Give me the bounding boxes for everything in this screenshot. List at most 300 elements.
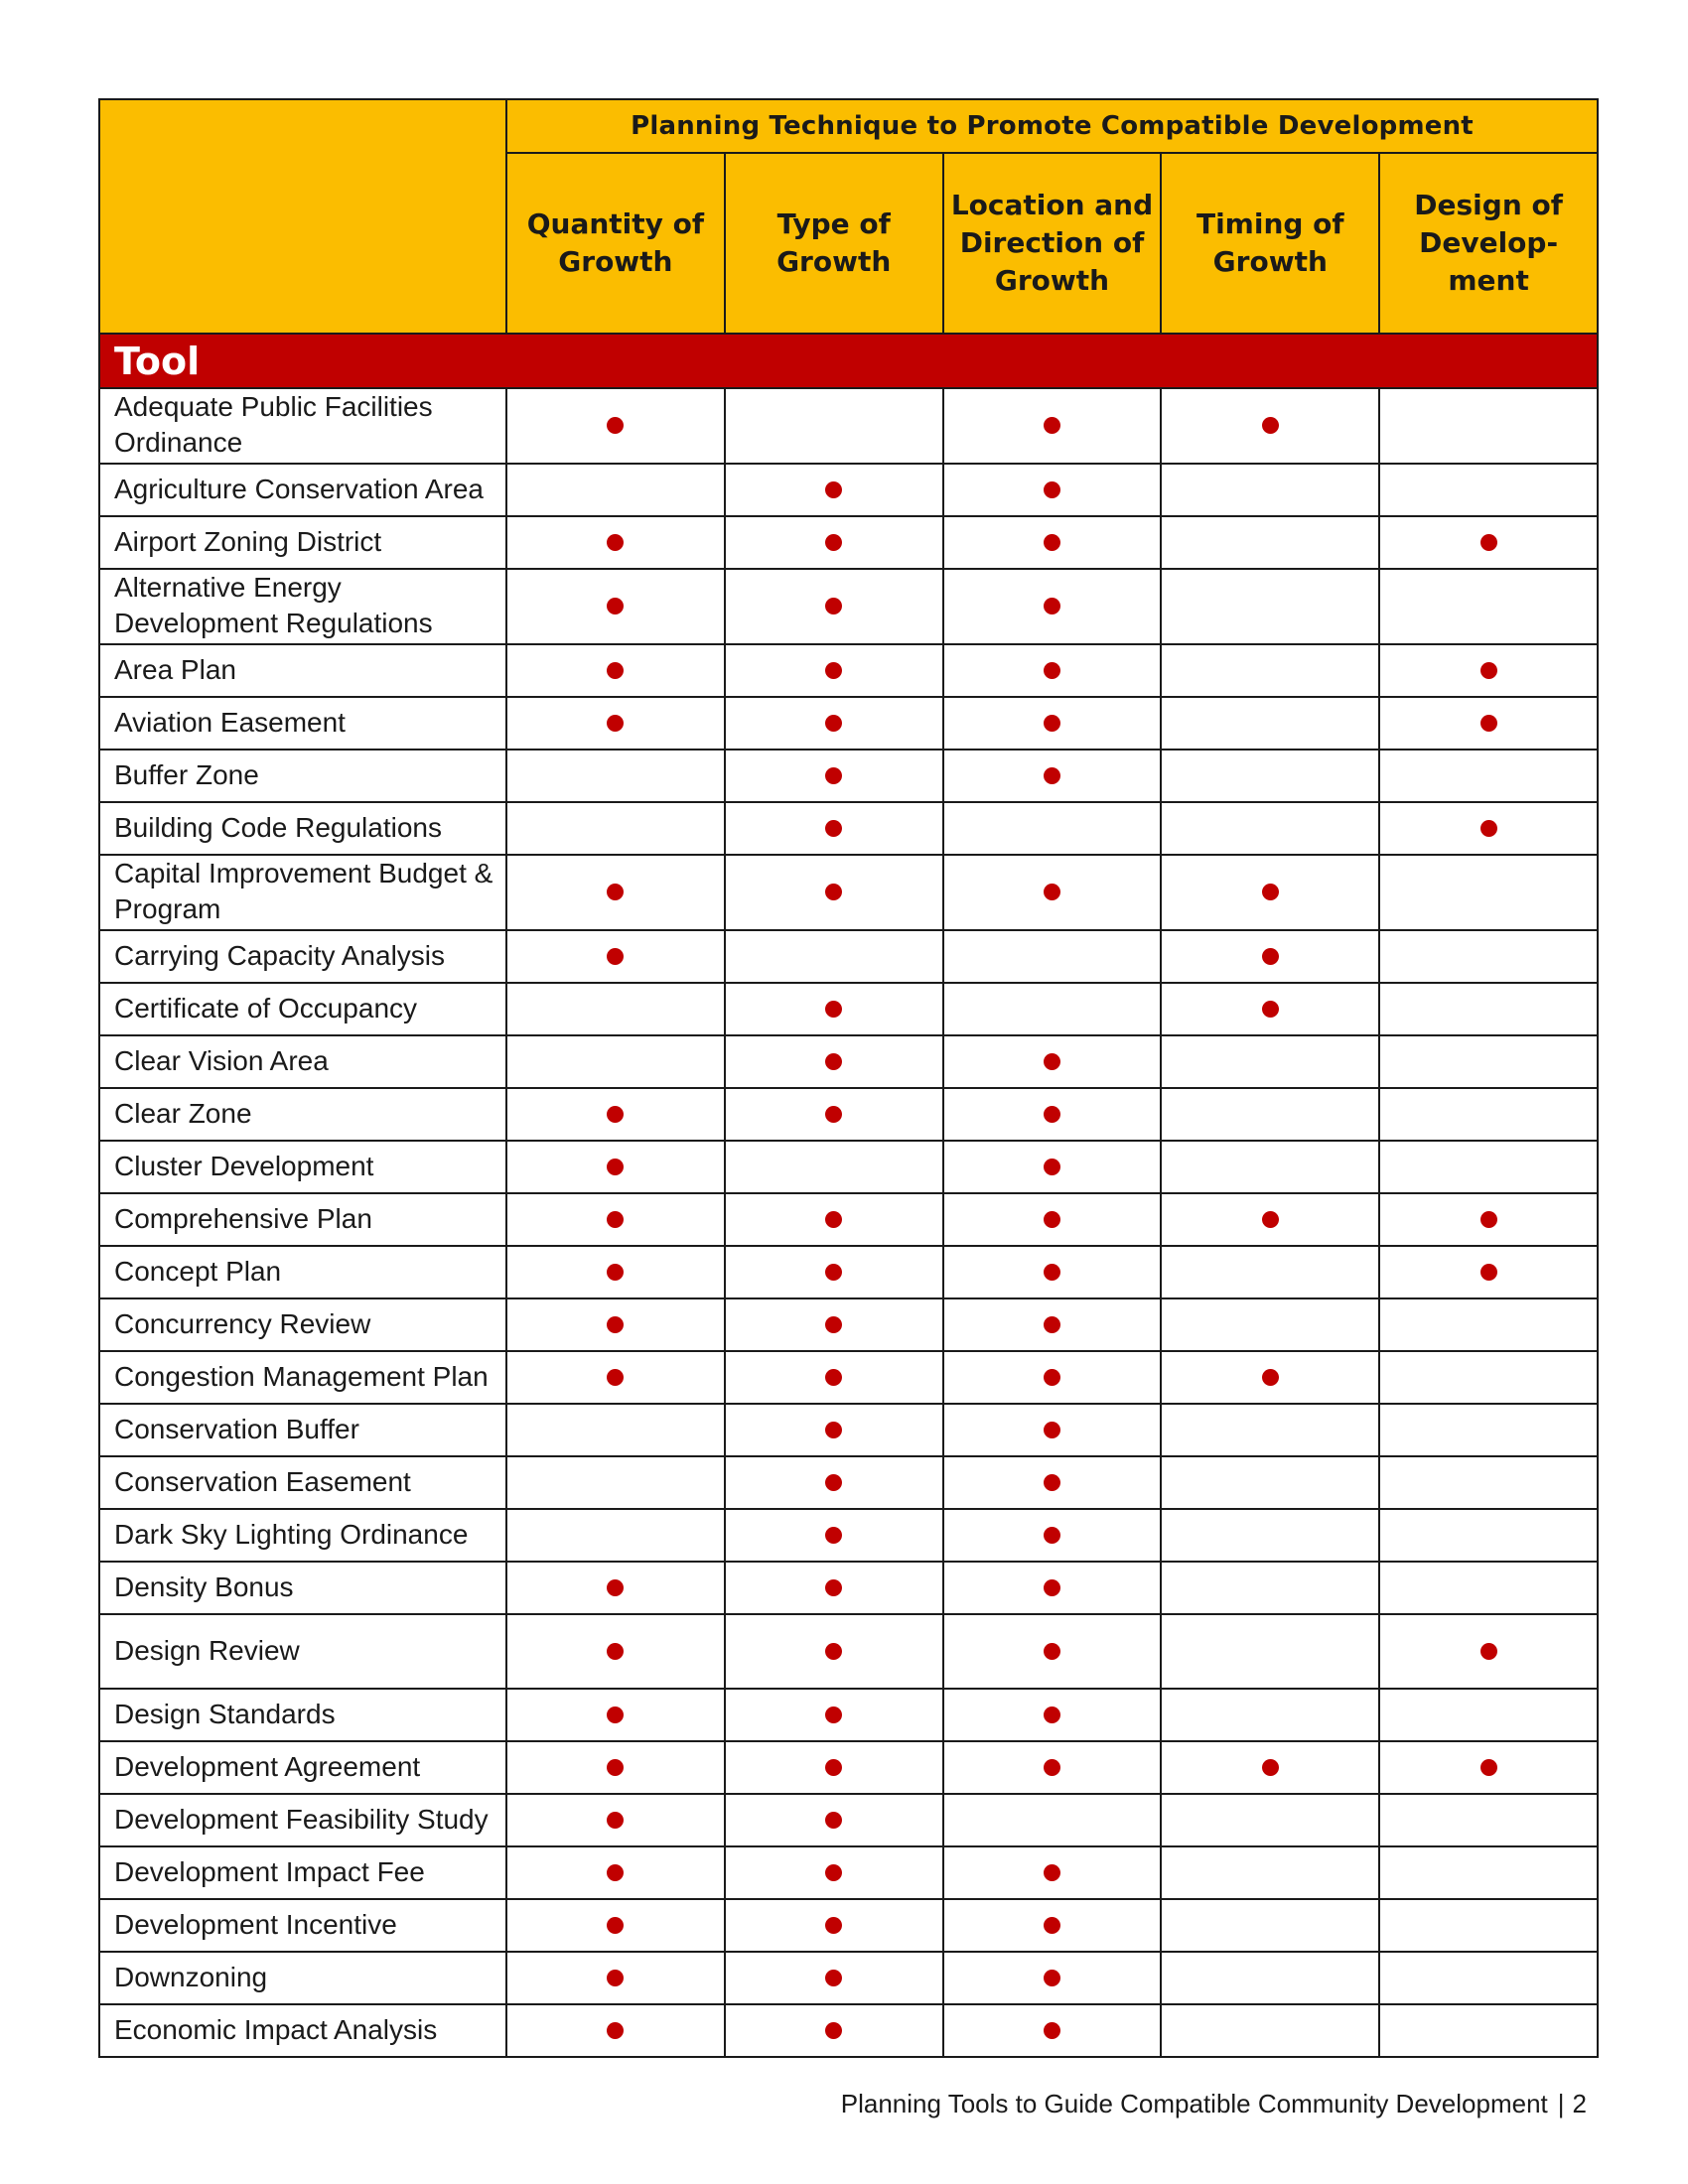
mark-cell-type bbox=[725, 1689, 943, 1741]
mark-cell-design bbox=[1379, 1298, 1598, 1351]
mark-cell-location bbox=[943, 855, 1162, 930]
applicable-dot-icon bbox=[1044, 1864, 1060, 1881]
tool-name-cell: Buffer Zone bbox=[99, 750, 506, 802]
table-row bbox=[99, 1794, 1598, 1846]
mark-cell-type bbox=[725, 1794, 943, 1846]
table-row bbox=[99, 2004, 1598, 2057]
mark-cell-type bbox=[725, 1562, 943, 1614]
applicable-dot-icon bbox=[1044, 1474, 1060, 1491]
mark-cell-quantity bbox=[506, 697, 725, 750]
tool-name-cell: Development Impact Fee bbox=[99, 1846, 506, 1899]
table-row bbox=[99, 1404, 1598, 1456]
applicable-dot-icon bbox=[607, 1211, 624, 1228]
tool-name-cell: Development Agreement bbox=[99, 1741, 506, 1794]
mark-cell-quantity bbox=[506, 855, 725, 930]
applicable-dot-icon bbox=[825, 1474, 842, 1491]
mark-cell-timing bbox=[1161, 1509, 1379, 1562]
tool-section-label: Tool bbox=[99, 334, 1598, 388]
applicable-dot-icon bbox=[1044, 1316, 1060, 1333]
mark-cell-type bbox=[725, 464, 943, 516]
applicable-dot-icon bbox=[1262, 1001, 1279, 1018]
mark-cell-timing bbox=[1161, 644, 1379, 697]
mark-cell-type bbox=[725, 1404, 943, 1456]
mark-cell-type bbox=[725, 1141, 943, 1193]
mark-cell-design bbox=[1379, 1614, 1598, 1689]
mark-cell-location bbox=[943, 1741, 1162, 1794]
mark-cell-quantity bbox=[506, 464, 725, 516]
mark-cell-design bbox=[1379, 1141, 1598, 1193]
applicable-dot-icon bbox=[825, 820, 842, 837]
mark-cell-timing bbox=[1161, 1562, 1379, 1614]
applicable-dot-icon bbox=[1044, 767, 1060, 784]
applicable-dot-icon bbox=[825, 1579, 842, 1596]
mark-cell-location bbox=[943, 1562, 1162, 1614]
mark-cell-design bbox=[1379, 1193, 1598, 1246]
page-footer bbox=[841, 2089, 1587, 2119]
tool-name-cell: Building Code Regulations bbox=[99, 802, 506, 855]
mark-cell-type bbox=[725, 697, 943, 750]
mark-cell-location bbox=[943, 1846, 1162, 1899]
table-row bbox=[99, 1509, 1598, 1562]
mark-cell-quantity bbox=[506, 569, 725, 644]
mark-cell-type bbox=[725, 1088, 943, 1141]
table-row bbox=[99, 930, 1598, 983]
mark-cell-design bbox=[1379, 1246, 1598, 1298]
tool-name-cell: Adequate Public Facilities Ordinance bbox=[99, 388, 506, 464]
applicable-dot-icon bbox=[1044, 1106, 1060, 1123]
mark-cell-quantity bbox=[506, 1456, 725, 1509]
column-header-design: Design of Develop- ment bbox=[1379, 153, 1598, 334]
mark-cell-location bbox=[943, 1899, 1162, 1952]
applicable-dot-icon bbox=[1044, 598, 1060, 614]
mark-cell-location bbox=[943, 464, 1162, 516]
mark-cell-location bbox=[943, 644, 1162, 697]
mark-cell-timing bbox=[1161, 750, 1379, 802]
table-row bbox=[99, 464, 1598, 516]
mark-cell-timing bbox=[1161, 1899, 1379, 1952]
mark-cell-timing bbox=[1161, 855, 1379, 930]
tool-name-cell: Concurrency Review bbox=[99, 1298, 506, 1351]
applicable-dot-icon bbox=[1480, 662, 1497, 679]
mark-cell-location bbox=[943, 802, 1162, 855]
applicable-dot-icon bbox=[607, 948, 624, 965]
applicable-dot-icon bbox=[607, 662, 624, 679]
mark-cell-design bbox=[1379, 644, 1598, 697]
mark-cell-timing bbox=[1161, 1614, 1379, 1689]
table-row bbox=[99, 983, 1598, 1035]
mark-cell-quantity bbox=[506, 1193, 725, 1246]
mark-cell-design bbox=[1379, 1351, 1598, 1404]
mark-cell-quantity bbox=[506, 2004, 725, 2057]
table-row bbox=[99, 1899, 1598, 1952]
mark-cell-design bbox=[1379, 2004, 1598, 2057]
tool-name-cell: Development Incentive bbox=[99, 1899, 506, 1952]
tool-name-cell: Clear Zone bbox=[99, 1088, 506, 1141]
applicable-dot-icon bbox=[607, 1864, 624, 1881]
mark-cell-quantity bbox=[506, 644, 725, 697]
mark-cell-design bbox=[1379, 516, 1598, 569]
mark-cell-quantity bbox=[506, 1088, 725, 1141]
mark-cell-design bbox=[1379, 1689, 1598, 1741]
mark-cell-timing bbox=[1161, 569, 1379, 644]
mark-cell-type bbox=[725, 1035, 943, 1088]
corner-header-cell bbox=[99, 99, 506, 334]
applicable-dot-icon bbox=[607, 2022, 624, 2039]
mark-cell-type bbox=[725, 516, 943, 569]
mark-cell-location bbox=[943, 1141, 1162, 1193]
table-row bbox=[99, 516, 1598, 569]
tool-name-cell: Conservation Buffer bbox=[99, 1404, 506, 1456]
mark-cell-type bbox=[725, 855, 943, 930]
mark-cell-timing bbox=[1161, 1741, 1379, 1794]
applicable-dot-icon bbox=[1480, 1211, 1497, 1228]
table-row bbox=[99, 802, 1598, 855]
applicable-dot-icon bbox=[607, 1917, 624, 1934]
applicable-dot-icon bbox=[825, 1643, 842, 1660]
mark-cell-type bbox=[725, 983, 943, 1035]
mark-cell-design bbox=[1379, 388, 1598, 464]
footer-separator: | bbox=[1557, 2089, 1565, 2118]
mark-cell-type bbox=[725, 1351, 943, 1404]
mark-cell-design bbox=[1379, 1899, 1598, 1952]
applicable-dot-icon bbox=[607, 1706, 624, 1723]
applicable-dot-icon bbox=[1044, 1211, 1060, 1228]
tool-name-cell: Agriculture Conservation Area bbox=[99, 464, 506, 516]
table-row bbox=[99, 1035, 1598, 1088]
applicable-dot-icon bbox=[825, 1211, 842, 1228]
table-row bbox=[99, 1141, 1598, 1193]
table-row bbox=[99, 1246, 1598, 1298]
applicable-dot-icon bbox=[825, 598, 842, 614]
applicable-dot-icon bbox=[607, 1316, 624, 1333]
applicable-dot-icon bbox=[825, 1053, 842, 1070]
tool-name-cell: Aviation Easement bbox=[99, 697, 506, 750]
mark-cell-design bbox=[1379, 1404, 1598, 1456]
table-row bbox=[99, 1298, 1598, 1351]
applicable-dot-icon bbox=[607, 884, 624, 900]
mark-cell-timing bbox=[1161, 516, 1379, 569]
tool-name-cell: Congestion Management Plan bbox=[99, 1351, 506, 1404]
mark-cell-design bbox=[1379, 802, 1598, 855]
applicable-dot-icon bbox=[825, 1001, 842, 1018]
applicable-dot-icon bbox=[1044, 1053, 1060, 1070]
mark-cell-timing bbox=[1161, 1351, 1379, 1404]
mark-cell-type bbox=[725, 1614, 943, 1689]
table-row bbox=[99, 1952, 1598, 2004]
applicable-dot-icon bbox=[1044, 1706, 1060, 1723]
applicable-dot-icon bbox=[825, 534, 842, 551]
applicable-dot-icon bbox=[1044, 1579, 1060, 1596]
mark-cell-quantity bbox=[506, 1952, 725, 2004]
applicable-dot-icon bbox=[825, 1422, 842, 1438]
applicable-dot-icon bbox=[825, 1917, 842, 1934]
mark-cell-type bbox=[725, 569, 943, 644]
planning-tools-matrix bbox=[98, 98, 1599, 2058]
applicable-dot-icon bbox=[1262, 1759, 1279, 1776]
tool-name-cell: Carrying Capacity Analysis bbox=[99, 930, 506, 983]
tool-name-cell: Downzoning bbox=[99, 1952, 506, 2004]
applicable-dot-icon bbox=[825, 2022, 842, 2039]
table-row bbox=[99, 569, 1598, 644]
applicable-dot-icon bbox=[1044, 1643, 1060, 1660]
mark-cell-location bbox=[943, 516, 1162, 569]
mark-cell-design bbox=[1379, 855, 1598, 930]
applicable-dot-icon bbox=[607, 1264, 624, 1281]
mark-cell-timing bbox=[1161, 388, 1379, 464]
mark-cell-type bbox=[725, 388, 943, 464]
mark-cell-design bbox=[1379, 569, 1598, 644]
mark-cell-design bbox=[1379, 1741, 1598, 1794]
applicable-dot-icon bbox=[825, 481, 842, 498]
mark-cell-type bbox=[725, 1741, 943, 1794]
tool-name-cell: Comprehensive Plan bbox=[99, 1193, 506, 1246]
applicable-dot-icon bbox=[1044, 1527, 1060, 1544]
mark-cell-timing bbox=[1161, 1035, 1379, 1088]
table-row bbox=[99, 1614, 1598, 1689]
table-row bbox=[99, 388, 1598, 464]
applicable-dot-icon bbox=[607, 417, 624, 434]
applicable-dot-icon bbox=[825, 1812, 842, 1829]
mark-cell-quantity bbox=[506, 1351, 725, 1404]
mark-cell-quantity bbox=[506, 1035, 725, 1088]
mark-cell-design bbox=[1379, 1509, 1598, 1562]
applicable-dot-icon bbox=[825, 1527, 842, 1544]
applicable-dot-icon bbox=[825, 715, 842, 732]
mark-cell-design bbox=[1379, 1456, 1598, 1509]
tool-name-cell: Area Plan bbox=[99, 644, 506, 697]
column-header-type: Type of Growth bbox=[725, 153, 943, 334]
mark-cell-location bbox=[943, 1351, 1162, 1404]
mark-cell-type bbox=[725, 1952, 943, 2004]
applicable-dot-icon bbox=[1044, 1369, 1060, 1386]
applicable-dot-icon bbox=[607, 534, 624, 551]
tool-name-cell: Cluster Development bbox=[99, 1141, 506, 1193]
mark-cell-timing bbox=[1161, 697, 1379, 750]
table-row bbox=[99, 1456, 1598, 1509]
table-row bbox=[99, 855, 1598, 930]
mark-cell-quantity bbox=[506, 930, 725, 983]
applicable-dot-icon bbox=[825, 884, 842, 900]
applicable-dot-icon bbox=[1044, 662, 1060, 679]
matrix-body bbox=[99, 334, 1598, 2057]
mark-cell-timing bbox=[1161, 930, 1379, 983]
mark-cell-quantity bbox=[506, 1562, 725, 1614]
mark-cell-timing bbox=[1161, 464, 1379, 516]
tool-name-cell: Economic Impact Analysis bbox=[99, 2004, 506, 2057]
applicable-dot-icon bbox=[1044, 534, 1060, 551]
table-row bbox=[99, 1088, 1598, 1141]
mark-cell-type bbox=[725, 1899, 943, 1952]
applicable-dot-icon bbox=[1044, 417, 1060, 434]
applicable-dot-icon bbox=[1044, 1264, 1060, 1281]
mark-cell-location bbox=[943, 1952, 1162, 2004]
tool-name-cell: Alternative Energy Development Regulations bbox=[99, 569, 506, 644]
mark-cell-design bbox=[1379, 697, 1598, 750]
tool-name-cell: Concept Plan bbox=[99, 1246, 506, 1298]
mark-cell-design bbox=[1379, 1846, 1598, 1899]
table-row bbox=[99, 1741, 1598, 1794]
footer-title: Planning Tools to Guide Compatible Community Development bbox=[840, 2089, 1548, 2118]
mark-cell-design bbox=[1379, 464, 1598, 516]
mark-cell-location bbox=[943, 1035, 1162, 1088]
mark-cell-quantity bbox=[506, 1741, 725, 1794]
mark-cell-type bbox=[725, 2004, 943, 2057]
tool-name-cell: Density Bonus bbox=[99, 1562, 506, 1614]
mark-cell-location bbox=[943, 983, 1162, 1035]
mark-cell-location bbox=[943, 388, 1162, 464]
mark-cell-location bbox=[943, 1088, 1162, 1141]
applicable-dot-icon bbox=[1480, 534, 1497, 551]
mark-cell-quantity bbox=[506, 802, 725, 855]
mark-cell-location bbox=[943, 1246, 1162, 1298]
applicable-dot-icon bbox=[825, 662, 842, 679]
mark-cell-quantity bbox=[506, 388, 725, 464]
tool-name-cell: Design Review bbox=[99, 1614, 506, 1689]
table-row bbox=[99, 750, 1598, 802]
applicable-dot-icon bbox=[1044, 1759, 1060, 1776]
table-row bbox=[99, 1846, 1598, 1899]
applicable-dot-icon bbox=[1044, 1159, 1060, 1175]
mark-cell-type bbox=[725, 1456, 943, 1509]
table-row bbox=[99, 644, 1598, 697]
mark-cell-quantity bbox=[506, 1614, 725, 1689]
mark-cell-design bbox=[1379, 1562, 1598, 1614]
applicable-dot-icon bbox=[607, 1579, 624, 1596]
mark-cell-design bbox=[1379, 1088, 1598, 1141]
mark-cell-timing bbox=[1161, 1794, 1379, 1846]
mark-cell-location bbox=[943, 1689, 1162, 1741]
applicable-dot-icon bbox=[607, 1970, 624, 1986]
tool-name-cell: Development Feasibility Study bbox=[99, 1794, 506, 1846]
mark-cell-location bbox=[943, 1794, 1162, 1846]
mark-cell-location bbox=[943, 2004, 1162, 2057]
applicable-dot-icon bbox=[1044, 715, 1060, 732]
mark-cell-timing bbox=[1161, 1952, 1379, 2004]
applicable-dot-icon bbox=[1262, 1211, 1279, 1228]
mark-cell-timing bbox=[1161, 2004, 1379, 2057]
mark-cell-location bbox=[943, 1404, 1162, 1456]
column-header-timing: Timing of Growth bbox=[1161, 153, 1379, 334]
mark-cell-quantity bbox=[506, 1794, 725, 1846]
mark-cell-quantity bbox=[506, 1846, 725, 1899]
applicable-dot-icon bbox=[1044, 1970, 1060, 1986]
applicable-dot-icon bbox=[825, 1106, 842, 1123]
mark-cell-design bbox=[1379, 750, 1598, 802]
mark-cell-timing bbox=[1161, 1088, 1379, 1141]
mark-cell-design bbox=[1379, 930, 1598, 983]
table-row bbox=[99, 1689, 1598, 1741]
applicable-dot-icon bbox=[607, 715, 624, 732]
applicable-dot-icon bbox=[825, 1316, 842, 1333]
mark-cell-quantity bbox=[506, 1899, 725, 1952]
mark-cell-type bbox=[725, 1298, 943, 1351]
mark-cell-location bbox=[943, 1456, 1162, 1509]
mark-cell-quantity bbox=[506, 1246, 725, 1298]
applicable-dot-icon bbox=[607, 1759, 624, 1776]
mark-cell-type bbox=[725, 644, 943, 697]
mark-cell-type bbox=[725, 1509, 943, 1562]
mark-cell-location bbox=[943, 1193, 1162, 1246]
applicable-dot-icon bbox=[1480, 1759, 1497, 1776]
applicable-dot-icon bbox=[1480, 1264, 1497, 1281]
mark-cell-type bbox=[725, 1246, 943, 1298]
applicable-dot-icon bbox=[1044, 1917, 1060, 1934]
mark-cell-timing bbox=[1161, 1456, 1379, 1509]
tool-name-cell: Airport Zoning District bbox=[99, 516, 506, 569]
mark-cell-quantity bbox=[506, 1141, 725, 1193]
applicable-dot-icon bbox=[607, 598, 624, 614]
mark-cell-timing bbox=[1161, 802, 1379, 855]
mark-cell-design bbox=[1379, 1794, 1598, 1846]
mark-cell-timing bbox=[1161, 1246, 1379, 1298]
applicable-dot-icon bbox=[825, 1706, 842, 1723]
mark-cell-quantity bbox=[506, 983, 725, 1035]
tool-name-cell: Dark Sky Lighting Ordinance bbox=[99, 1509, 506, 1562]
mark-cell-location bbox=[943, 1298, 1162, 1351]
technique-group-title: Planning Technique to Promote Compatible Development bbox=[506, 99, 1598, 153]
applicable-dot-icon bbox=[1480, 715, 1497, 732]
tool-name-cell: Conservation Easement bbox=[99, 1456, 506, 1509]
mark-cell-quantity bbox=[506, 750, 725, 802]
applicable-dot-icon bbox=[607, 1812, 624, 1829]
mark-cell-timing bbox=[1161, 1141, 1379, 1193]
table-row bbox=[99, 1351, 1598, 1404]
applicable-dot-icon bbox=[825, 1264, 842, 1281]
mark-cell-quantity bbox=[506, 1404, 725, 1456]
table-row bbox=[99, 697, 1598, 750]
mark-cell-type bbox=[725, 750, 943, 802]
mark-cell-design bbox=[1379, 983, 1598, 1035]
mark-cell-location bbox=[943, 1614, 1162, 1689]
applicable-dot-icon bbox=[1044, 884, 1060, 900]
mark-cell-timing bbox=[1161, 1846, 1379, 1899]
mark-cell-design bbox=[1379, 1035, 1598, 1088]
applicable-dot-icon bbox=[607, 1369, 624, 1386]
applicable-dot-icon bbox=[1044, 481, 1060, 498]
mark-cell-location bbox=[943, 930, 1162, 983]
applicable-dot-icon bbox=[1480, 820, 1497, 837]
applicable-dot-icon bbox=[1262, 1369, 1279, 1386]
applicable-dot-icon bbox=[825, 1970, 842, 1986]
tool-name-cell: Certificate of Occupancy bbox=[99, 983, 506, 1035]
tool-name-cell: Capital Improvement Budget & Program bbox=[99, 855, 506, 930]
mark-cell-timing bbox=[1161, 1404, 1379, 1456]
mark-cell-quantity bbox=[506, 1298, 725, 1351]
mark-cell-location bbox=[943, 750, 1162, 802]
applicable-dot-icon bbox=[1044, 2022, 1060, 2039]
applicable-dot-icon bbox=[825, 1369, 842, 1386]
mark-cell-timing bbox=[1161, 1689, 1379, 1741]
applicable-dot-icon bbox=[1262, 884, 1279, 900]
table-row bbox=[99, 1562, 1598, 1614]
mark-cell-location bbox=[943, 569, 1162, 644]
applicable-dot-icon bbox=[607, 1106, 624, 1123]
mark-cell-quantity bbox=[506, 1509, 725, 1562]
applicable-dot-icon bbox=[825, 1864, 842, 1881]
mark-cell-timing bbox=[1161, 1298, 1379, 1351]
column-header-quantity: Quantity of Growth bbox=[506, 153, 725, 334]
applicable-dot-icon bbox=[825, 767, 842, 784]
mark-cell-location bbox=[943, 697, 1162, 750]
applicable-dot-icon bbox=[825, 1759, 842, 1776]
table-row bbox=[99, 1193, 1598, 1246]
mark-cell-quantity bbox=[506, 516, 725, 569]
mark-cell-type bbox=[725, 930, 943, 983]
tool-name-cell: Clear Vision Area bbox=[99, 1035, 506, 1088]
mark-cell-design bbox=[1379, 1952, 1598, 2004]
applicable-dot-icon bbox=[1262, 948, 1279, 965]
applicable-dot-icon bbox=[1480, 1643, 1497, 1660]
